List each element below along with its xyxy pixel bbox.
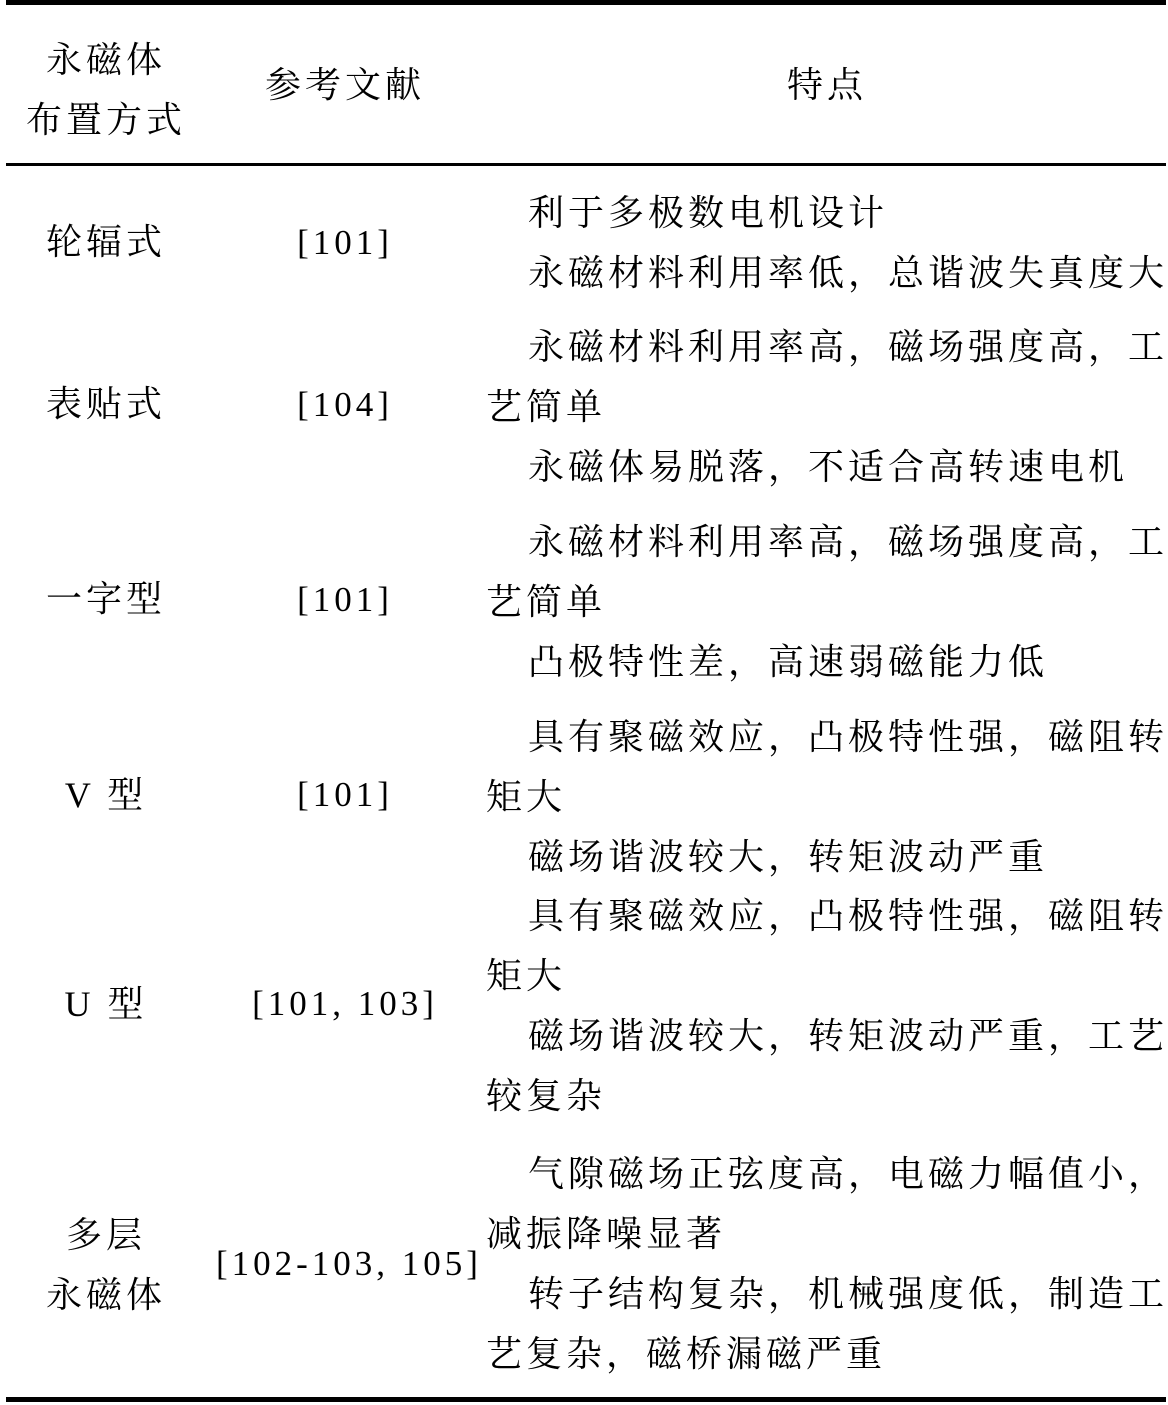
feature-line: 凸极特性差，高速弱磁能力低 <box>528 642 1049 683</box>
feature-line: 具有聚磁效应，凸极特性强，磁阻转 <box>528 717 1168 758</box>
feature-line: 艺简单 <box>486 582 607 623</box>
table-top-rule <box>6 0 1166 5</box>
feature-line: 具有聚磁效应，凸极特性强，磁阻转 <box>528 896 1168 937</box>
header-method <box>6 31 206 151</box>
table-bottom-rule <box>6 1397 1166 1402</box>
row-features <box>486 184 1168 304</box>
feature-line: 气隙磁场正弦度高，电磁力幅值小， <box>528 1154 1168 1195</box>
row-method: 一字型 <box>45 579 166 620</box>
feature-line: 转子结构复杂，机械强度低，制造工 <box>528 1274 1168 1315</box>
feature-line: 较复杂 <box>486 1076 607 1117</box>
feature-line: 艺复杂，磁桥漏磁严重 <box>486 1334 887 1375</box>
feature-line: 永磁材料利用率高，磁场强度高，工 <box>528 522 1168 563</box>
row-method: U 型 <box>64 984 148 1024</box>
row-reference: [101] <box>297 775 393 814</box>
row-reference: [102-103, 105] <box>216 1244 482 1283</box>
row-method: 表贴式 <box>45 384 166 425</box>
row-method: 轮辐式 <box>45 222 166 263</box>
feature-line: 矩大 <box>486 777 567 818</box>
header-feature: 特点 <box>786 65 867 106</box>
row-reference: [101] <box>297 580 393 619</box>
feature-line: 矩大 <box>486 956 567 997</box>
header-method-line1: 永磁体 <box>45 40 166 81</box>
row-features <box>486 708 1168 888</box>
row-features <box>486 318 1168 498</box>
feature-line: 永磁材料利用率低，总谐波失真度大 <box>528 253 1168 294</box>
feature-line: 艺简单 <box>486 387 607 428</box>
feature-line: 磁场谐波较大，转矩波动严重 <box>528 837 1049 878</box>
feature-line: 利于多极数电机设计 <box>528 193 889 234</box>
row-features <box>486 513 1168 693</box>
row-reference: [101] <box>297 223 393 262</box>
row-reference: [104] <box>297 385 393 424</box>
header-method-line2: 布置方式 <box>25 100 186 141</box>
feature-line: 永磁材料利用率高，磁场强度高，工 <box>528 327 1168 368</box>
row-method: V 型 <box>64 775 148 815</box>
feature-line: 磁场谐波较大，转矩波动严重，工艺 <box>528 1016 1168 1057</box>
header-reference: 参考文献 <box>264 65 425 106</box>
feature-line: 减振降噪显著 <box>486 1214 727 1255</box>
row-features <box>486 1145 1168 1385</box>
row-features <box>486 887 1168 1127</box>
feature-line: 永磁体易脱落，不适合高转速电机 <box>528 447 1129 488</box>
row-method: 多层 永磁体 <box>45 1215 166 1316</box>
table-header-rule <box>6 163 1166 166</box>
row-reference: [101, 103] <box>252 984 438 1023</box>
